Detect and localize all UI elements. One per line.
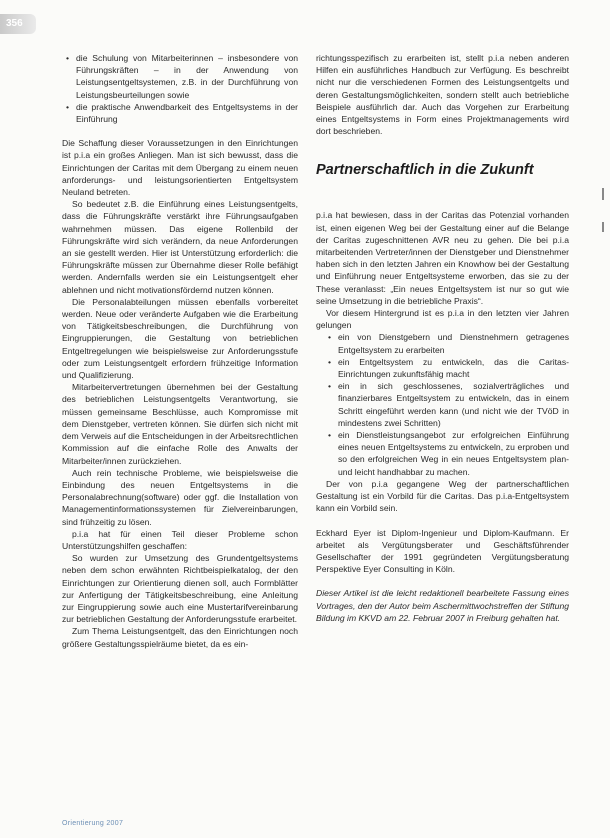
- edge-mark: [602, 222, 604, 232]
- paragraph: p.i.a hat bewiesen, dass in der Caritas das Potenzial vorhanden ist, einen eigenen Weg bei der Gestaltung einer auf die Belange der Caritas zugeschnittenen AVR neu zu gehen. Die bei p.i.a mitarbeitenden Vertreter/innen der Dienstgeber und Dienstnehmer haben sich in den letzten Jahren ein Knowhow bei der Gestaltung und Einführung neuer Entgeltsysteme erworben, das sie zu der These veranlasst: „Ein neues Entgeltsystem ist nur so gut wie seine Umsetzung in die betriebliche Praxis“.: [316, 210, 569, 306]
- list-item: • die praktische Anwendbarkeit des Entgeltsystems in der Einführung: [76, 101, 298, 125]
- list-item: • die Schulung von Mitarbeiterinnen – insbesondere von Führungskräften – in der Anwendung von Leistungsentgeltsystemen, z.B. in der Durchführung von Leistungsbeurteilungen sowie: [76, 52, 298, 101]
- editorial-note: Dieser Artikel ist die leicht redaktionell bearbeitete Fassung eines Vortrages, den der Autor beim Aschermittwochstreffen der Stiftung Bildung im KKVD am 22. Februar 2007 in Freiburg gehalten hat.: [316, 588, 569, 623]
- paragraph: Mitarbeitervertretungen übernehmen bei der Gestaltung des betrieblichen Leistungsentgelts Verantwortung, sie müssen gemeinsame Beschlüsse, auch Kompromisse mit dem Dienstgeber, vertreten können. Sie dürfen sich nicht mit dem Verweis auf die Entscheidungen in der Arbeitsrechtlichen Kommission auf die einfache Rolle des Anwalts der Mitarbeiter/innen zurückziehen.: [62, 382, 298, 466]
- page-number-tab: [0, 14, 36, 34]
- right-bullet-list: [316, 331, 569, 477]
- right-column: [316, 52, 569, 624]
- left-bullet-list: [62, 52, 298, 125]
- paragraph: Der von p.i.a gegangene Weg der partnerschaftlichen Gestaltung ist ein Vorbild für die Caritas. Das p.i.a-Entgeltsystem kann ein Vorbild sein.: [316, 478, 569, 514]
- paragraph: Zum Thema Leistungsentgelt, das den Einrichtungen noch größere Gestaltungsspielräume bietet, da es ein-: [62, 626, 298, 649]
- list-item: • ein Entgeltsystem zu entwickeln, das die Caritas-Einrichtungen zukunftsfähig macht: [338, 356, 569, 380]
- left-column: [62, 52, 298, 650]
- paragraph: So bedeutet z.B. die Einführung eines Leistungsentgelts, dass die Führungskräfte verstärkt ihre Führungsaufgaben wahrnehmen müssen. Das eigene Rollenbild der Führungskräfte wird sich verändern, da neue Anforderungen an sie gestellt werden. Hier ist Unterstützung erforderlich: die Führungskräfte müssen zur Übernahme dieser Rolle befähigt werden. Andernfalls werden sie ein Leistungsentgelt eher ablehnen und nicht motivationsfördernd nutzen können.: [62, 199, 298, 295]
- paragraph: Auch rein technische Probleme, wie beispielsweise die Einbindung des neuen Entgeltsystems in die Personalabrechnung(software) oder ggf. die Installation von Managementinformationssystemen für Zielvereinbarungen, sind frühzeitig zu lösen.: [62, 467, 298, 527]
- list-item: • ein Dienstleistungsangebot zur erfolgreichen Einführung eines neuen Entgeltsystems zu entwickeln, zu erproben und so den erfolgreichen Weg in ein neues Entgeltsystem plan- und leicht handhabbar zu machen.: [338, 429, 569, 478]
- page-number: 356: [6, 18, 23, 29]
- list-item: • ein in sich geschlossenes, sozialverträgliches und finanzierbares Entgeltsystem zu entwickeln, das in einem Schritt eingeführt werden kann (und nicht wie der TVöD in mindestens zwei Schritten): [338, 380, 569, 429]
- page-footer: Orientierung 2007: [62, 820, 124, 827]
- author-bio: Eckhard Eyer ist Diplom-Ingenieur und Diplom-Kaufmann. Er arbeitet als Vergütungsberater und Geschäftsführender Gesellschafter der 1991 gegründeten Vergütungsberatung Perspektive Eyer Consulting in Köln.: [316, 527, 569, 575]
- paragraph: Die Personalabteilungen müssen ebenfalls vorbereitet werden. Neue oder veränderte Aufgaben wie die Erarbeitung von Tätigkeitsbeschreibungen, die Durchführung von Eingruppierungen, die Gestaltung von betrieblichen Entgeltregelungen wie beispielsweise zur Anforderungsstufe oder zum Leistungsentgelt erfordern frühzeitige Information und Qualifizierung.: [62, 296, 298, 381]
- paragraph: So wurden zur Umsetzung des Grundentgeltsystems neben dem schon erwähnten Richtbeispielkatalog, der den Einrichtungen zur Orientierung dienen soll, auch Formblätter zur Anfertigung der Tätigkeitsbeschreibung, eine Anleitung zur Eingruppierung sowie auch eine Mustertarifvereinbarung zur betrieblichen Gestaltung der Anforderungsstufe erarbeitet.: [62, 553, 298, 625]
- edge-mark: [602, 188, 604, 200]
- section-heading: Partnerschaftlich in die Zukunft: [316, 162, 534, 179]
- paragraph: p.i.a hat für einen Teil dieser Probleme schon Unterstützungshilfen geschaffen:: [62, 528, 298, 551]
- paragraph: Vor diesem Hintergrund ist es p.i.a in den letzten vier Jahren gelungen: [316, 308, 569, 331]
- list-item: • ein von Dienstgebern und Dienstnehmern getragenes Entgeltsystem zu erarbeiten: [338, 331, 569, 355]
- paragraph: richtungsspezifisch zu erarbeiten ist, stellt p.i.a neben anderen Hilfen ein ausführliches Handbuch zur Verfügung. Es beschreibt nicht nur die verschiedenen Formen des Leistungsentgelts und deren Gestaltungsmöglichkeiten, sondern stellt auch betriebliche Beispiele ausführlich dar. Auch das Vorgehen zur Erarbeitung eines Entgeltsystems in Form eines Projektmanagements wird dort beschrieben.: [316, 53, 569, 137]
- paragraph: Die Schaffung dieser Voraussetzungen in den Einrichtungen ist p.i.a ein großes Anliegen. Man ist sich bewusst, dass die Einrichtungen der Caritas mit dem Übergang zu einem neuen anforderungs- und leistungsorientierten Entgeltsystem Neuland betreten.: [62, 138, 298, 198]
